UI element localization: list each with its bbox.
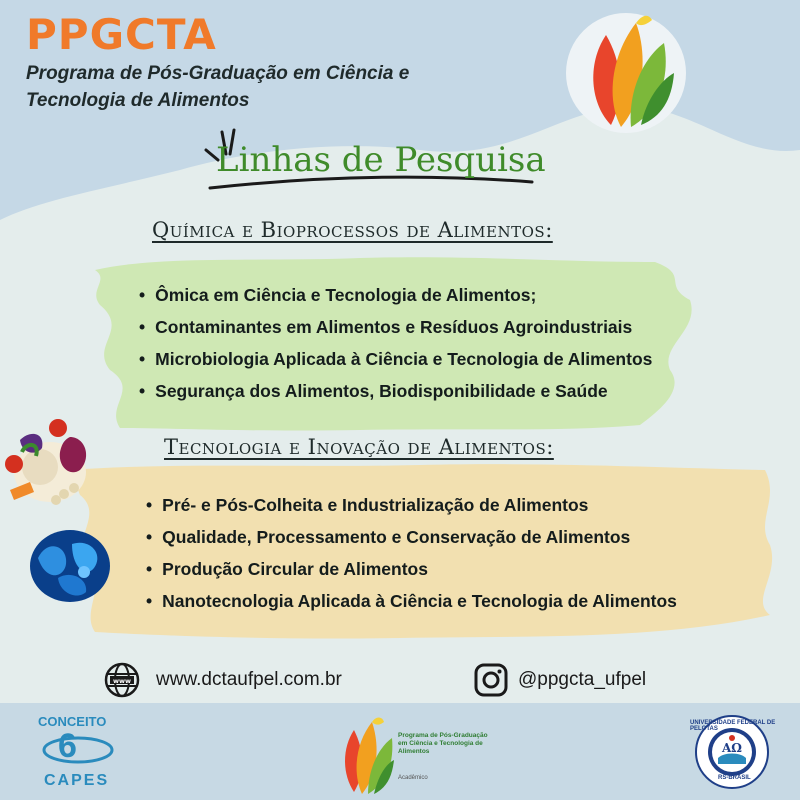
list-item: • Produção Circular de Alimentos xyxy=(146,553,677,585)
university-sub: RS-BRASIL xyxy=(718,775,751,781)
list-item: • Ômica em Ciência e Tecnologia de Alimentos; xyxy=(139,279,652,311)
instagram-icon xyxy=(474,663,508,697)
research-lines-quimica xyxy=(139,279,652,407)
program-leaf-logo-icon xyxy=(336,712,396,796)
program-logo-sub: Acadêmico xyxy=(398,775,428,781)
conceito-value: 6 xyxy=(58,727,77,765)
capes-label: CAPES xyxy=(44,772,110,789)
conceito-label: CONCEITO xyxy=(38,714,107,729)
research-lines-tecnologia xyxy=(146,489,677,617)
microbe-image-icon xyxy=(28,528,112,604)
food-image-icon xyxy=(0,412,100,512)
section-title-quimica: Química e Bioprocessos de Alimentos: xyxy=(152,218,553,242)
program-subtitle: Programa de Pós-Graduação em Ciência e Tecnologia de Alimentos xyxy=(26,63,410,111)
instagram-handle-link[interactable]: @ppgcta_ufpel xyxy=(518,669,647,690)
section-title-tecnologia: Tecnologia e Inovação de Alimentos: xyxy=(164,435,554,459)
list-item: • Microbiologia Aplicada à Ciência e Tecnologia de Alimentos xyxy=(139,343,652,375)
program-logo-text: Programa de Pós-Graduação em Ciência e Tecnologia de Alimentos xyxy=(398,732,488,755)
svg-text:www: www xyxy=(112,677,132,685)
university-name: UNIVERSIDADE FEDERAL DE PELOTAS xyxy=(690,720,776,732)
website-link[interactable]: www.dctaufpel.com.br xyxy=(156,669,342,690)
list-item: • Segurança dos Alimentos, Biodisponibilidade e Saúde xyxy=(139,375,652,407)
leaf-logo-icon xyxy=(566,5,686,145)
list-item: • Qualidade, Processamento e Conservação de Alimentos xyxy=(146,521,677,553)
globe-icon xyxy=(104,662,140,698)
page-title: PPGCTA xyxy=(26,10,217,59)
capes-swirl-icon xyxy=(40,728,120,774)
list-item: • Nanotecnologia Aplicada à Ciência e Tecnologia de Alimentos xyxy=(146,585,677,617)
list-item: • Contaminantes em Alimentos e Resíduos Agroindustriais xyxy=(139,311,652,343)
svg-text:AΩ: AΩ xyxy=(722,741,742,755)
section-heading: Linhas de Pesquisa xyxy=(216,140,546,180)
list-item: • Pré- e Pós-Colheita e Industrialização de Alimentos xyxy=(146,489,677,521)
